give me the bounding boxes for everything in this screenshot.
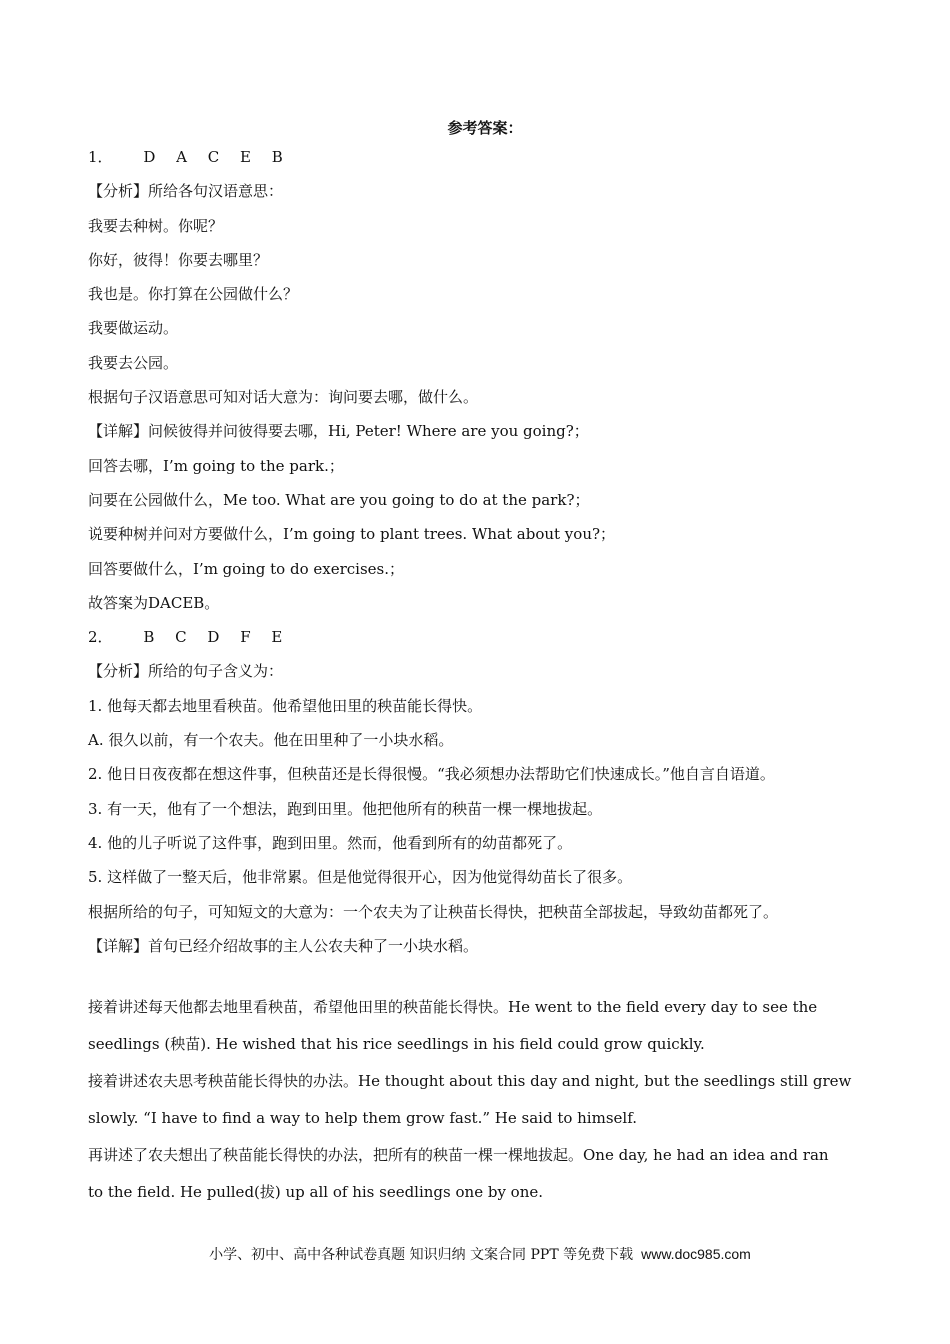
text-line: 接着讲述每天他都去地里看秧苗，希望他田里的秧苗能长得快。He went to the field every day to see the <box>88 998 818 1017</box>
text-line: A. 很久以前，有一个农夫。他在田里种了一小块水稻。 <box>88 731 454 750</box>
text-line: to the field. He pulled(拔) up all of his seedlings one by one. <box>88 1183 544 1202</box>
text-line: seedlings (秧苗). He wished that his rice seedlings in his field could grow quickly. <box>88 1035 705 1054</box>
text-line: 我也是。你打算在公园做什么？ <box>88 285 299 304</box>
q2-answer-1: B <box>143 628 155 647</box>
text-line: 【分析】所给的句子含义为： <box>88 662 284 681</box>
q2-answer-2: C <box>175 628 187 647</box>
text-line: 我要去公园。 <box>88 353 179 372</box>
page-footer <box>0 1244 950 1264</box>
q2-answer-row <box>88 620 888 654</box>
text-line: 我要去种树。你呢？ <box>88 216 224 235</box>
q1-answer-2: A <box>176 148 187 166</box>
text-line: 【分析】所给各句汉语意思： <box>88 182 284 201</box>
footer-site: www.doc985.com <box>641 1246 751 1262</box>
text-line: 再讲述了农夫想出了秧苗能长得快的办法，把所有的秧苗一棵一棵地拔起。One day, he had an idea and ran <box>88 1146 829 1165</box>
text-line: 1. 他每天都去地里看秧苗。他希望他田里的秧苗能长得快。 <box>88 696 483 715</box>
text-line: 【详解】首句已经介绍故事的主人公农夫种了一小块水稻。 <box>88 936 479 955</box>
q1-answer-5: B <box>271 148 283 166</box>
q2-answer-5: E <box>271 628 283 647</box>
text-line: 问要在公园做什么，Me too. What are you going to do at the park?； <box>88 490 590 509</box>
answer-content <box>88 140 888 1211</box>
q1-number: 1． <box>88 148 113 166</box>
text-line: 3. 有一天，他有了一个想法，跑到田里。他把他所有的秧苗一棵一棵地拔起。 <box>88 799 603 818</box>
q2-answer-4: F <box>240 628 251 647</box>
text-line: 根据句子汉语意思可知对话大意为：询问要去哪，做什么。 <box>88 388 479 407</box>
text-line: slowly. “I have to find a way to help them grow fast.” He said to himself. <box>88 1109 637 1128</box>
text-line: 5. 这样做了一整天后，他非常累。但是他觉得很开心，因为他觉得幼苗长了很多。 <box>88 868 633 887</box>
text-line: 你好，彼得！你要去哪里？ <box>88 250 269 269</box>
page-title: 参考答案： <box>447 119 523 137</box>
text-line: 4. 他的儿子听说了这件事，跑到田里。然而，他看到所有的幼苗都死了。 <box>88 833 573 852</box>
text-line: 2. 他日日夜夜都在想这件事，但秧苗还是长得很慢。“我必须想办法帮助它们快速成长。”他自言自语道。 <box>88 765 775 784</box>
text-line: 接着讲述农夫思考秧苗能长得快的办法。He thought about this day and night, but the seedlings still grew <box>88 1072 852 1091</box>
text-line: 说要种树并问对方要做什么，I’m going to plant trees. What about you?； <box>88 525 616 544</box>
text-line: 故答案为DACEB。 <box>88 593 220 612</box>
text-line: 根据所给的句子，可知短文的大意为：一个农夫为了让秧苗长得快，把秧苗全部拔起，导致幼苗都死了。 <box>88 902 779 921</box>
text-line: 【详解】问候彼得并问彼得要去哪，Hi, Peter! Where are you going?； <box>88 422 589 441</box>
q2-number: 2． <box>88 628 113 647</box>
q2-answer-3: D <box>207 628 220 647</box>
q1-answer-4: E <box>240 148 251 166</box>
text-line: 回答去哪，I’m going to the park.； <box>88 456 344 475</box>
q1-answer-3: C <box>207 148 220 166</box>
q1-answer-row <box>88 140 888 174</box>
text-line: 我要做运动。 <box>88 319 179 338</box>
footer-text: 小学、初中、高中各种试卷真题 知识归纳 文案合同 PPT 等免费下载 <box>209 1247 634 1263</box>
text-line: 回答要做什么，I’m going to do exercises.； <box>88 559 404 578</box>
q1-answer-1: D <box>143 148 156 166</box>
